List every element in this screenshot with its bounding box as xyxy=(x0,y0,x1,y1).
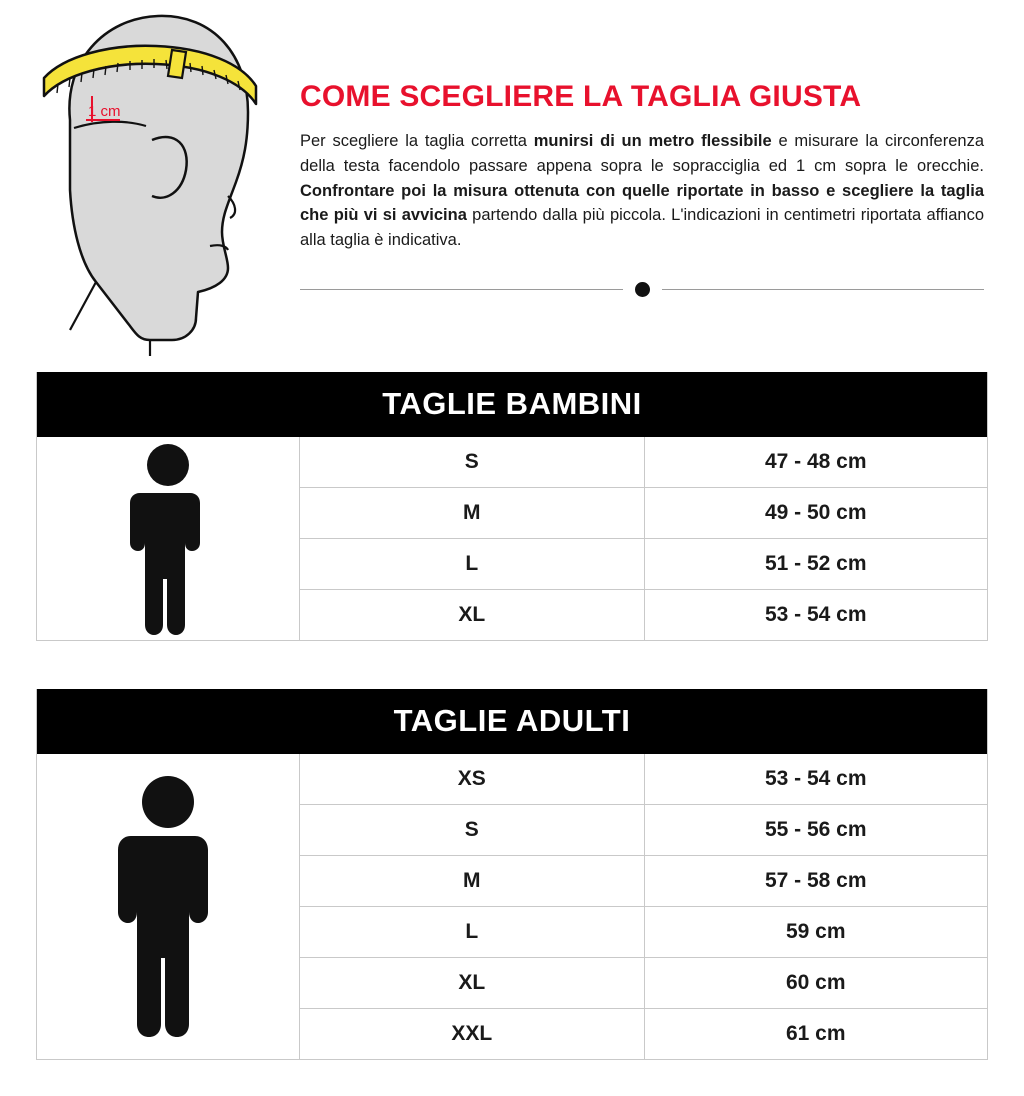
table-title-bambini: TAGLIE BAMBINI xyxy=(37,372,987,437)
intro-paragraph xyxy=(300,129,984,253)
section-divider xyxy=(300,279,984,301)
page-title: COME SCEGLIERE LA TAGLIA GIUSTA xyxy=(300,80,862,113)
table-row xyxy=(300,856,987,907)
size-measure: 61 cm xyxy=(785,1022,846,1045)
intro-text-block xyxy=(300,0,1024,301)
size-measure: 60 cm xyxy=(785,971,846,994)
table-row xyxy=(300,590,987,640)
size-measure: 53 - 54 cm xyxy=(764,603,867,626)
size-rows-bambini xyxy=(300,437,987,640)
table-title-adulti: TAGLIE ADULTI xyxy=(37,689,987,754)
table-row xyxy=(300,754,987,805)
table-row xyxy=(300,907,987,958)
size-label: S xyxy=(300,805,645,855)
intro-p1-post: e misurare la circonferenza della testa facendolo passare appena sopra le sopracciglia ed 1 cm sopra le orecchie. xyxy=(300,132,985,175)
head-diagram-svg xyxy=(0,0,300,360)
size-table-bambini xyxy=(36,372,988,641)
size-label: L xyxy=(300,539,645,589)
size-label: XL xyxy=(300,590,645,640)
intro-p1-bold: munirsi di un metro flessibile xyxy=(533,132,772,150)
adult-figure-cell xyxy=(37,754,300,1059)
head-measurement-illustration xyxy=(0,0,300,360)
table-row xyxy=(300,958,987,1009)
size-label: S xyxy=(300,437,645,487)
one-cm-label: 1 cm xyxy=(88,103,121,120)
size-label: M xyxy=(300,488,645,538)
divider-line-left xyxy=(300,289,623,290)
size-measure: 47 - 48 cm xyxy=(764,450,867,473)
intro-p1-pre: Per scegliere la taglia corretta xyxy=(300,132,534,150)
divider-line-right xyxy=(662,289,985,290)
size-label: M xyxy=(300,856,645,906)
table-row xyxy=(300,539,987,590)
size-measure: 53 - 54 cm xyxy=(764,767,867,790)
size-label: L xyxy=(300,907,645,957)
intro-p2-post: partendo dalla più piccola. L'indicazioni in centimetri riportata affianco alla taglia è indicativa. xyxy=(300,206,984,249)
size-measure: 49 - 50 cm xyxy=(764,501,867,524)
size-label: XXL xyxy=(300,1009,645,1059)
divider-dot xyxy=(635,282,650,297)
size-measure: 59 cm xyxy=(785,920,846,943)
size-table-adulti xyxy=(36,689,988,1060)
size-measure: 57 - 58 cm xyxy=(764,869,867,892)
size-measure: 51 - 52 cm xyxy=(764,552,867,575)
table-row xyxy=(300,488,987,539)
table-row xyxy=(300,805,987,856)
size-measure: 55 - 56 cm xyxy=(764,818,867,841)
child-figure-icon xyxy=(108,439,228,639)
size-label: XS xyxy=(300,754,645,804)
size-label: XL xyxy=(300,958,645,1008)
adult-figure-icon xyxy=(103,772,233,1042)
table-row xyxy=(300,437,987,488)
intro-p2-bold: Confrontare poi la misura ottenuta con quelle riportate in basso e scegliere la taglia che più vi si avvicina xyxy=(300,181,984,225)
table-row xyxy=(300,1009,987,1059)
child-figure-cell xyxy=(37,437,300,640)
table-body-adulti xyxy=(37,754,987,1059)
table-body-bambini xyxy=(37,437,987,640)
size-rows-adulti xyxy=(300,754,987,1059)
intro-section xyxy=(0,0,1024,360)
